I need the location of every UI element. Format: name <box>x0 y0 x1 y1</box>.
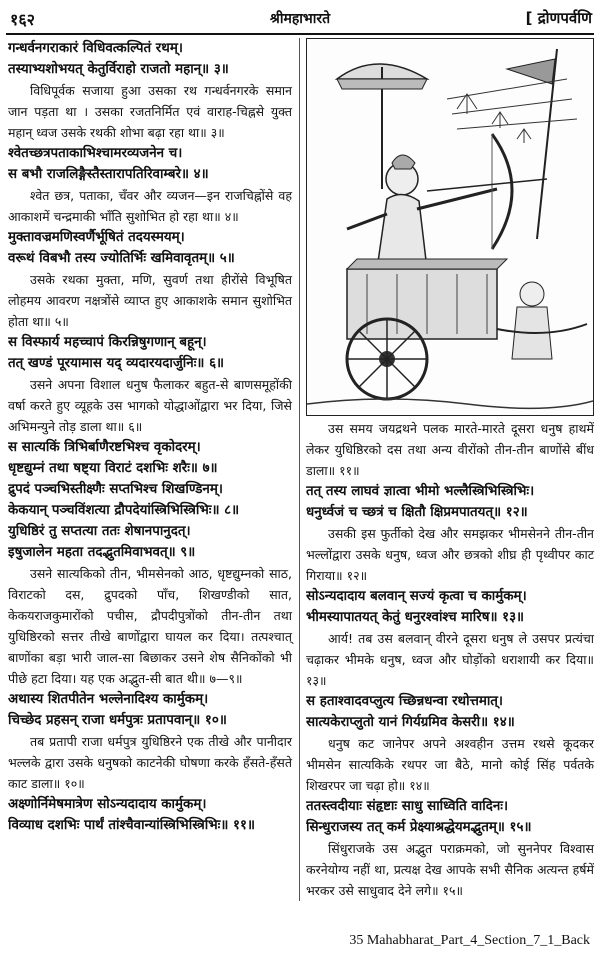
running-header <box>8 6 592 30</box>
right-column <box>306 38 594 901</box>
sanskrit-verse-line: मुक्तावज्रमणिस्वर्णैर्भूषितं तदयस्मयम्। <box>8 230 185 245</box>
header-rule <box>6 33 594 35</box>
left-column <box>8 38 292 836</box>
sanskrit-verse-line: श्वेतच्छत्रपताकाभिश्चामरव्यजनेन च। <box>8 146 183 161</box>
sanskrit-verse-line: विव्याध दशभिः पार्थं तांश्चैवान्यांस्त्रिभिस्त्रिभिः॥ ११॥ <box>8 818 256 833</box>
sanskrit-verse-line: स बभौ राजलिङ्गैस्तैस्तारापतिरिवाम्बरे॥ ४॥ <box>8 167 209 182</box>
sanskrit-verse-line: चिच्छेद प्रहसन् राजा धर्मपुत्रः प्रतापवान्॥ १०॥ <box>8 713 227 728</box>
footer-file-label: 35 Mahabharat_Part_4_Section_7_1_Back <box>349 933 590 948</box>
sanskrit-verse-line: तत् खण्डं पूरयामास यद् व्यदारयदार्जुनिः॥ ६॥ <box>8 356 225 371</box>
sanskrit-verse-line: सिन्धुराजस्य तत् कर्म प्रेक्ष्याश्रद्धेयमद्भुतम्॥ १५॥ <box>306 820 532 835</box>
sanskrit-verse-line: गन्धर्वनगराकारं विधिवत्कल्पितं रथम्। <box>8 41 183 56</box>
sanskrit-verse-line: धनुर्ध्वजं च च्छत्रं च क्षितौ क्षिप्रमपातयत्॥ १२॥ <box>306 505 528 520</box>
hindi-translation-paragraph: उसने सात्यकिको तीन, भीमसेनको आठ, धृष्टद्युम्नको साठ, विराटको दस, द्रुपदको पाँच, शिखण्डीको सात, केकयराजकुमारोंको पचीस, द्रौपदीपुत्रोंको तीन-तीन तथा युधिष्ठिरको सत्तर तीखे बाणोंद्वारा घायल कर दिया। तत्पश्चात् बाणोंका बड़ा भारी जाल-सा बिछाकर उसने शेष सैनिकोंको भी पीछे हटा दिया। यह एक अद्भुत-सी बात थी॥ ७—९॥ <box>8 566 292 686</box>
sanskrit-verse-line: द्रुपदं पञ्चभिस्तीक्ष्णैः सप्तभिश्च शिखण्डिनम्। <box>8 482 223 497</box>
hindi-translation-paragraph: आर्य! तब उस बलवान् वीरने दूसरा धनुष ले उसपर प्रत्यंचा चढ़ाकर भीमके धनुष, ध्वज और घोड़ोंको धराशायी कर दिया॥ १३॥ <box>306 631 594 688</box>
sanskrit-verse-line: सोऽन्यदादाय बलवान् सज्यं कृत्वा च कार्मुकम्। <box>306 589 527 604</box>
hindi-translation-paragraph: उसके रथका मुक्ता, मणि, सुवर्ण तथा हीरोंसे विभूषित लोहमय आवरण नक्षत्रोंसे व्याप्त हुए आकाशके समान सुशोभित होता था॥ ५॥ <box>8 272 292 329</box>
sanskrit-verse-line: सात्यकेराप्लुतो यानं गिर्यग्रमिव केसरी॥ १४॥ <box>306 715 515 730</box>
hindi-translation-paragraph: उस समय जयद्रथने पलक मारते-मारते दूसरा धनुष हाथमें लेकर युधिष्ठिरको दस तथा अन्य वीरोंको तीन-तीन बाणोंसे बींध डाला॥ ११॥ <box>306 421 594 478</box>
book-title: श्रीमहाभारते <box>269 11 331 27</box>
page-number: १६२ <box>10 10 35 29</box>
sanskrit-verse-line: धृष्टद्युम्नं तथा षष्ट्या विराटं दशभिः शरैः॥ ७॥ <box>8 461 218 476</box>
hindi-translation-paragraph: श्वेत छत्र, पताका, चँवर और व्यजन—इन राजचिह्नोंसे वह आकाशमें चन्द्रमाकी भाँति सुशोभित हो रहा था॥ ४॥ <box>8 188 292 224</box>
sanskrit-verse-line: तत् तस्य लाघवं ज्ञात्वा भीमो भल्लैस्त्रिभिस्त्रिभिः। <box>306 484 535 499</box>
section-title: [ द्रोणपर्वणि <box>525 9 592 27</box>
sanskrit-verse-line: युधिष्ठिरं तु सप्तत्या ततः शेषानपानुदत्। <box>8 524 191 539</box>
sanskrit-verse-line: तस्याभ्यशोभयत् केतुर्विराहो राजतो महान्॥ ३॥ <box>8 62 229 77</box>
sanskrit-verse-line: ततस्त्वदीयाः संहृष्टाः साधु साध्विति वादिनः। <box>306 799 509 814</box>
sanskrit-verse-line: स हताश्वादवप्लुत्य च्छिन्नधन्वा रथोत्तमात्। <box>306 694 504 709</box>
sanskrit-verse-line: भीमस्यापातयत् केतुं धनुरश्वांश्च मारिष॥ १३॥ <box>306 610 525 625</box>
sanskrit-verse-line: स सात्यकिं त्रिभिर्बाणैरष्टभिश्च वृकोदरम्। <box>8 440 201 455</box>
sanskrit-verse-line: केकयान् पञ्चविंशत्या द्रौपदेयांस्त्रिभिस्त्रिभिः॥ ८॥ <box>8 503 240 518</box>
hindi-translation-paragraph: तब प्रतापी राजा धर्मपुत्र युधिष्ठिरने एक तीखे और पानीदार भल्लके द्वारा उसके धनुषको काटनेकी घोषणा करके हँसते-हँसते काट डाला॥ १०॥ <box>8 734 292 791</box>
hindi-translation-paragraph: उसने अपना विशाल धनुष फैलाकर बहुत-से बाणसमूहोंकी वर्षा करते हुए व्यूहके उस भागको योद्धाओंद्वारा भर दिया, जिसे अभिमन्युने तोड़ डाला था॥ ६॥ <box>8 377 292 434</box>
hindi-translation-paragraph: सिंधुराजके उस अद्भुत पराक्रमको, जो सुननेपर विश्वास करनेयोग्य नहीं था, प्रत्यक्ष देख आपके सभी सैनिक अत्यन्त हर्षमें भरकर उसे साधुवाद देने लगे॥ १५॥ <box>306 841 594 898</box>
hindi-translation-paragraph: उसकी इस फुर्तीको देख और समझकर भीमसेनने तीन-तीन भल्लोंद्वारा उसके धनुष, ध्वज और छत्रको शीघ्र ही पृथ्वीपर काट गिराया॥ १२॥ <box>306 526 594 583</box>
column-divider <box>299 38 300 901</box>
hindi-translation-paragraph: विधिपूर्वक सजाया हुआ उसका रथ गन्धर्वनगरके समान जान पड़ता था । उसका रजतनिर्मित एवं वाराह-चिह्नसे युक्त महान् ध्वज उसके रथकी शोभा बढ़ा रहा था॥ ३॥ <box>8 83 292 140</box>
sanskrit-verse-line: अक्ष्णोर्निमेषमात्रेण सोऽन्यदादाय कार्मुकम्। <box>8 797 207 812</box>
sanskrit-verse-line: वरूथं विबभौ तस्य ज्योतिर्भिः खमिवावृतम्॥ ५॥ <box>8 251 235 266</box>
sanskrit-verse-line: अथास्य शितपीतेन भल्लेनादिश्य कार्मुकम्। <box>8 692 209 707</box>
illustration-jayadratha-chariot <box>306 38 594 416</box>
sanskrit-verse-line: इषुजालेन महता तदद्भुतमिवाभवत्॥ ९॥ <box>8 545 196 560</box>
sanskrit-verse-line: स विस्फार्य महच्चापं किरन्निषुगणान् बहून्। <box>8 335 207 350</box>
hindi-translation-paragraph: धनुष कट जानेपर अपने अश्वहीन उत्तम रथसे कूदकर भीमसेन सात्यकिके रथपर जा बैठे, मानो कोई सिंह पर्वतके शिखरपर जा चढ़ा हो॥ १४॥ <box>306 736 594 793</box>
